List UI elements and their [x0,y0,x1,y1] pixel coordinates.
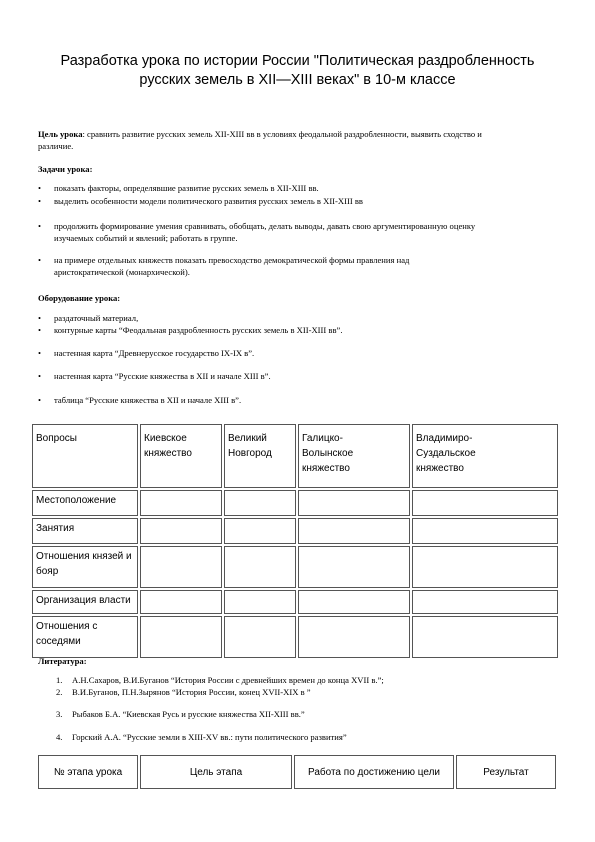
table-header-row [38,755,556,789]
table-row [32,616,558,658]
table-cell [412,490,558,516]
header-text: Суздальское [416,448,476,459]
row-label-text: Занятия [36,523,75,534]
task-item [54,195,534,207]
table-cell [224,490,296,516]
table-cell [412,546,558,588]
table-row [32,546,558,588]
table-cell [298,590,410,614]
header-text: княжество [416,463,464,474]
lesson-stages-table [36,753,558,791]
equipment-item: • контурные карты “Феодальная раздробленность русских земель в XII-XIII вв”. [54,324,534,336]
table-cell [140,518,222,544]
table-header-row [32,424,558,488]
task-item [54,182,534,194]
table-header-cell: Работа по достижению цели [294,755,454,789]
table-header-cell [140,424,222,488]
principalities-table [30,422,560,660]
equipment-item: • раздаточный материал, [54,312,534,324]
row-label [32,490,138,516]
tasks-heading: Задачи урока: [38,164,93,174]
header-text: Новгород [228,448,272,459]
header-text: Великий [228,433,267,444]
table-cell [412,616,558,658]
goal-text: : сравнить развитие русских земель XII-XIII вв в условиях феодальной раздробленности, выявить сходство и [82,129,482,139]
table-cell [224,590,296,614]
task-item [54,254,534,278]
table-cell [298,546,410,588]
equipment-item: • настенная карта “Древнерусское государство IX-IX в”. [54,347,534,359]
goal-label: Цель урока [38,129,83,139]
table-row [32,518,558,544]
table-cell [412,518,558,544]
table-cell [298,616,410,658]
header-text: Волынское [302,448,354,459]
task-text: изучаемых событий и явлений; работать в группе. [54,233,238,243]
header-text: Владимиро- [416,433,473,444]
row-label [32,518,138,544]
literature-text: А.Н.Сахаров, В.И.Буганов “История России с древнейших времен до конца XVII в.”; [72,675,384,685]
title-line-2: русских земель в XII—XIII веках" в 10-м классе [139,72,456,88]
row-label [32,616,138,658]
row-label-text: Местоположение [36,495,117,506]
task-item [54,220,534,244]
row-label-text: соседями [36,636,81,647]
row-label-text: Отношения с [36,621,98,632]
literature-item: 4. Горский А.А. “Русские земли в XIII-XV вв.: пути политического развития” [56,732,347,742]
goal-text-2: различие. [38,141,74,151]
equipment-heading: Оборудование урока: [38,293,121,303]
header-text: княжество [302,463,350,474]
row-label [32,590,138,614]
table-header-cell [412,424,558,488]
row-label [32,546,138,588]
literature-heading: Литература: [38,656,87,666]
row-label-text: бояр [36,566,59,577]
table-cell [140,616,222,658]
literature-item: 3. Рыбаков Б.А. “Киевская Русь и русские княжества XII-XIII вв.” [56,709,305,719]
lesson-goal [38,128,558,152]
table-header-cell [298,424,410,488]
task-text: продолжить формирование умения сравнивать, обобщать, делать выводы, давать свою аргументированную оценку [54,221,476,231]
literature-text: Горский А.А. “Русские земли в XIII-XV вв.: пути политического развития” [72,732,347,742]
header-text: Вопросы [36,433,77,444]
row-label-text: Организация власти [36,595,131,606]
row-label-text: Отношения князей и [36,551,132,562]
table-cell [298,490,410,516]
title-line-1: Разработка урока по истории России "Политическая раздробленность [60,53,535,69]
table-cell [412,590,558,614]
table-cell [140,590,222,614]
table-header-cell [224,424,296,488]
header-text: Киевское [144,433,187,444]
header-text: Галицко- [302,433,343,444]
table-header-cell: Цель этапа [140,755,292,789]
header-text: княжество [144,448,192,459]
table-row [32,490,558,516]
table-cell [224,616,296,658]
table-row [32,590,558,614]
page-title [0,52,595,90]
table-cell [140,546,222,588]
literature-text: Рыбаков Б.А. “Киевская Русь и русские княжества XII-XIII вв.” [72,709,305,719]
table-cell [140,490,222,516]
task-text: аристократической (монархической). [54,267,190,277]
task-text: на примере отдельных княжеств показать превосходство демократической формы правления над [54,255,410,265]
table-cell [224,518,296,544]
literature-text: В.И.Буганов, П.Н.Зырянов “История России, конец XVII-XIX в ” [72,687,311,697]
table-header-cell: Результат [456,755,556,789]
task-text: выделить особенности модели политического развития русских земель в XII-XIII вв [54,196,363,206]
literature-item: 1. А.Н.Сахаров, В.И.Буганов “История России с древнейших времен до конца XVII в.”; [56,675,384,685]
table-header-cell: № этапа урока [38,755,138,789]
table-header-cell [32,424,138,488]
equipment-item: • таблица “Русские княжества в XII и начале XIII в”. [54,394,534,406]
task-text: показать факторы, определявшие развитие русских земель в XII-XIII вв. [54,183,319,193]
table-cell [298,518,410,544]
equipment-item: • настенная карта “Русские княжества в XII и начале XIII в”. [54,370,534,382]
table-cell [224,546,296,588]
literature-item: 2. В.И.Буганов, П.Н.Зырянов “История России, конец XVII-XIX в ” [56,687,311,697]
